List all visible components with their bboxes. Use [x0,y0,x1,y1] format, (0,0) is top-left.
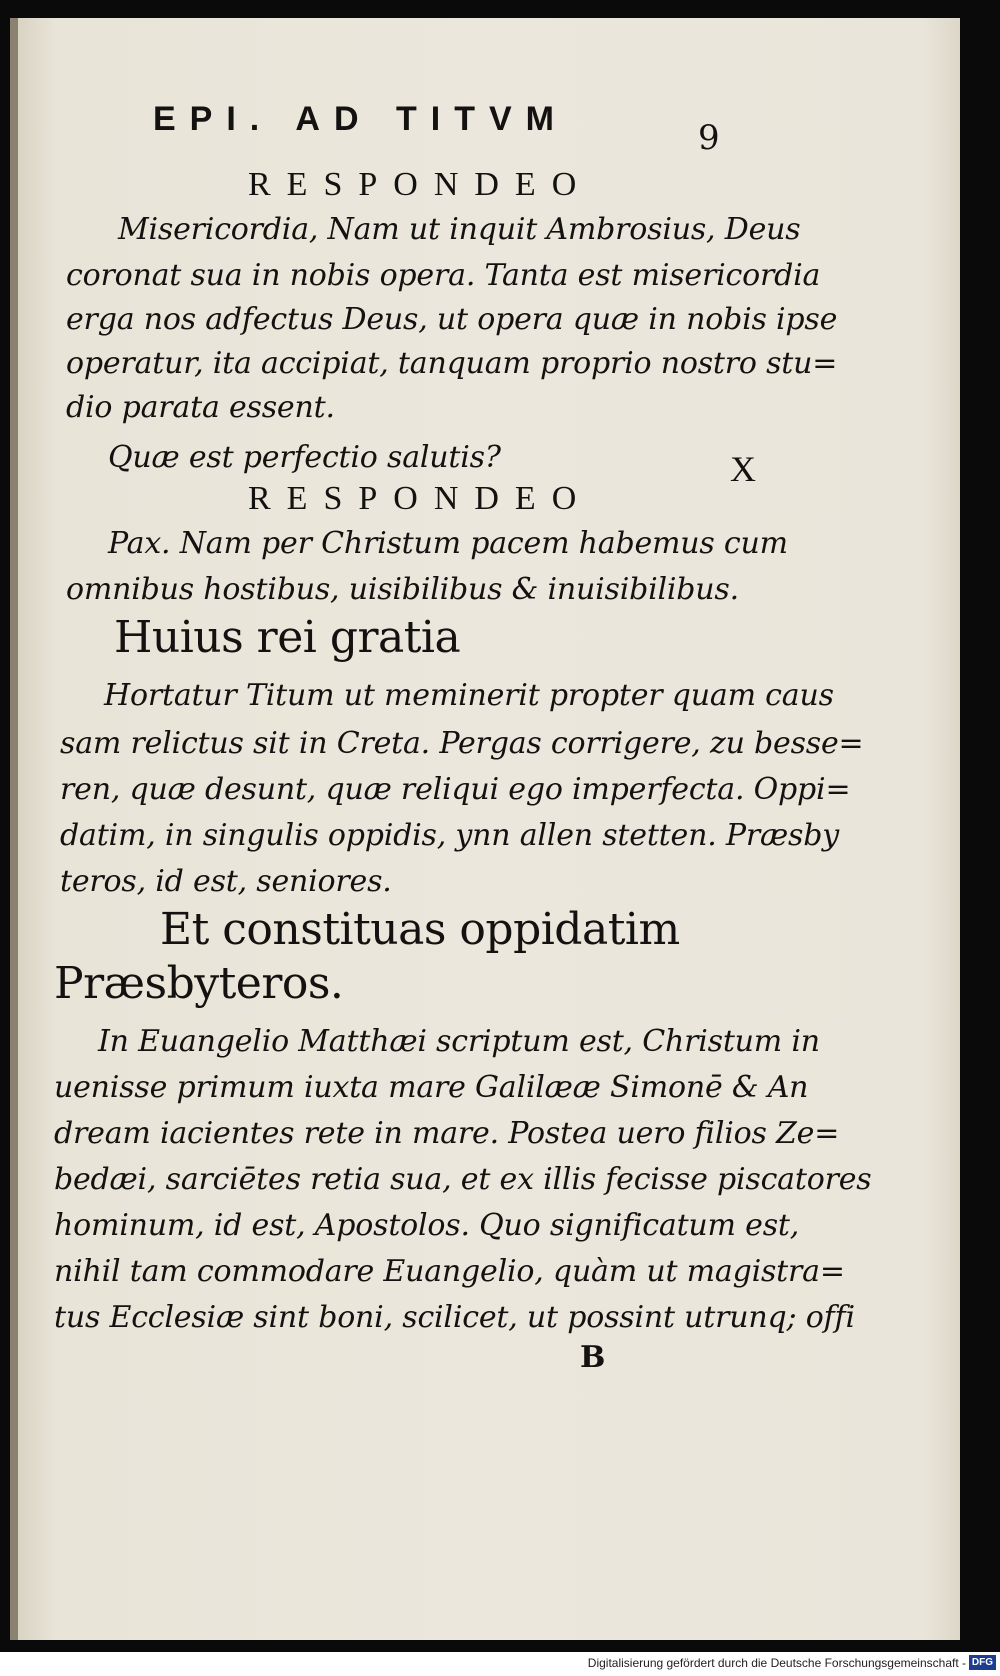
text-line: sam relictus sit in Creta. Pergas corrigere, zu besse= [60,726,864,761]
respondeo-heading: RESPONDEO [248,166,593,203]
text-line: dream iacientes rete in mare. Postea uero filios Ze= [54,1116,840,1151]
respondeo-heading: RESPONDEO [248,480,593,517]
text-line: teros, id est, seniores. [60,864,392,899]
text-line: omnibus hostibus, uisibilibus & inuisibilibus. [66,572,739,607]
text-line: datim, in singulis oppidis, ynn allen stetten. Præsby [60,818,839,853]
text-line: ren, quæ desunt, quæ reliqui ego imperfecta. Oppi= [60,772,851,807]
section-heading: Et constituas oppidatim [160,904,680,955]
footer-bar [0,1652,1000,1676]
footer-credit: Digitalisierung gefördert durch die Deutsche Forschungsgemeinschaft - [587,1656,966,1670]
text-line: Misericordia, Nam ut inquit Ambrosius, Deus [118,212,801,247]
book-page [10,18,960,1640]
text-line: dio parata essent. [66,390,335,425]
section-heading: Huius rei gratia [114,612,461,663]
page-number: 9 [698,118,720,158]
margin-note: X [730,449,756,489]
dfg-logo: DFG [969,1655,996,1670]
text-line: nihil tam commodare Euangelio, quàm ut magistra= [54,1254,845,1289]
question-line: Quæ est perfectio salutis? [108,440,501,475]
signature-mark: B [580,1340,606,1375]
text-line: tus Ecclesiæ sint boni, scilicet, ut possint utrunq; offi [54,1300,855,1335]
text-line: In Euangelio Matthæi scriptum est, Christum in [98,1024,820,1059]
text-line: coronat sua in nobis opera. Tanta est misericordia [66,258,821,293]
running-title: EPI. AD TITVM [153,100,568,138]
text-line: Pax. Nam per Christum pacem habemus cum [108,526,788,561]
text-line: erga nos adfectus Deus, ut opera quæ in nobis ipse [66,302,838,337]
text-line: uenisse primum iuxta mare Galilææ Simonē & An [54,1070,809,1105]
section-heading: Præsbyteros. [54,958,344,1009]
text-line: hominum, id est, Apostolos. Quo significatum est, [54,1208,800,1243]
text-line: operatur, ita accipiat, tanquam proprio nostro stu= [66,346,838,381]
text-line: bedæi, sarciētes retia sua, et ex illis fecisse piscatores [54,1162,872,1197]
text-line: Hortatur Titum ut meminerit propter quam caus [104,678,834,713]
